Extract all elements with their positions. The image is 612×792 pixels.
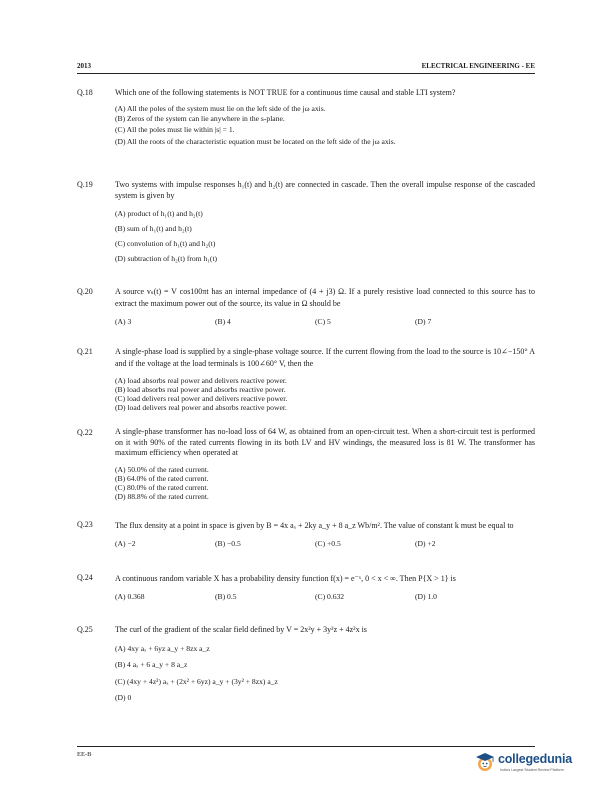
question-text: Two systems with impulse responses h₁(t) and h₂(t) are connected in cascade. Then the overall impulse response of the cascaded system is given by — [115, 180, 535, 200]
option-a: (A) −2 — [115, 539, 136, 548]
question-text: A single-phase transformer has no-load loss of 64 W, as obtained from an open-circuit test. When a short-circuit test is performed on it with 90% of the rated currents flowing in its both LV and HV windings, the measured loss is 81 W. The transformer has maximum efficiency when operated at — [115, 427, 535, 457]
question-25 — [77, 624, 535, 706]
question-text: The curl of the gradient of the scalar field defined by V = 2x²y + 3y²z + 4z²x is — [115, 625, 367, 634]
option-a: (A) 3 — [115, 317, 132, 326]
option-d: (D) All the roots of the characteristic equation must be located on the left side of the jω axis. — [115, 137, 396, 146]
question-text: The flux density at a point in space is given by B = 4x aₓ + 2ky a_y + 8 a_z Wb/m². The value of constant k must be equal to — [115, 521, 514, 530]
question-text: A single-phase load is supplied by a single-phase voltage source. If the current flowing from the load to the source is 10∠−150° A and if the voltage at the load terminals is 100∠60° V, then the — [115, 347, 535, 368]
option-a: (A) 50.0% of the rated current. — [115, 464, 209, 474]
question-23 — [77, 519, 535, 549]
graduation-cap-icon — [474, 751, 496, 773]
question-22 — [77, 427, 535, 501]
option-c: (C) 5 — [315, 317, 331, 326]
question-number: Q.23 — [77, 520, 93, 529]
collegedunia-logo — [474, 749, 573, 779]
option-b: (B) 64.0% of the rated current. — [115, 473, 209, 483]
option-c: (C) All the poles must lie within |s| = 1. — [115, 125, 235, 134]
option-c: (C) 0.632 — [315, 592, 345, 601]
option-a: (A) load absorbs real power and delivers reactive power. — [115, 376, 287, 385]
question-20 — [77, 286, 535, 327]
option-d: (D) load delivers real power and absorbs reactive power. — [115, 403, 287, 412]
logo-tagline: India's Largest Student Review Platform — [500, 768, 564, 772]
question-number: Q.19 — [77, 180, 93, 189]
header-rule — [77, 73, 535, 74]
option-b: (B) 4 — [215, 317, 231, 326]
header-subject: ELECTRICAL ENGINEERING - EE — [421, 62, 535, 70]
question-text: A source vₛ(t) = V cos100πt has an internal impedance of (4 + j3) Ω. If a purely resistive load connected to this source has to extract the maximum power out of the source, its value in Ω should be — [115, 287, 535, 308]
option-a: (A) 0.368 — [115, 592, 145, 601]
option-c: (C) load delivers real power and delivers reactive power. — [115, 394, 288, 403]
option-d: (D) 88.8% of the rated current. — [115, 491, 209, 501]
question-24 — [77, 572, 535, 602]
question-number: Q.20 — [77, 287, 93, 296]
footer-rule — [77, 746, 535, 747]
option-c: (C) 80.0% of the rated current. — [115, 482, 209, 492]
option-b: (B) −0.5 — [215, 539, 241, 548]
option-b: (B) load absorbs real power and absorbs reactive power. — [115, 385, 286, 394]
option-b: (B) Zeros of the system can lie anywhere in the s-plane. — [115, 114, 285, 123]
question-number: Q.25 — [77, 625, 93, 634]
question-number: Q.18 — [77, 88, 93, 97]
option-d: (D) 7 — [415, 317, 432, 326]
option-b: (B) 0.5 — [215, 592, 237, 601]
option-d: (D) 1.0 — [415, 592, 437, 601]
option-d: (D) subtraction of h₂(t) from h₁(t) — [115, 254, 218, 263]
option-a: (A) product of h₁(t) and h₂(t) — [115, 209, 203, 218]
logo-brand: collegedunia — [498, 752, 573, 766]
question-21 — [77, 346, 535, 412]
question-number: Q.24 — [77, 573, 93, 582]
option-c: (C) convolution of h₁(t) and h₂(t) — [115, 239, 216, 248]
option-c: (C) (4xy + 4z²) aₓ + (2x² + 6yz) a_y + (3y² + 8zx) a_z — [115, 677, 278, 686]
question-number: Q.21 — [77, 347, 93, 356]
option-d: (D) 0 — [115, 693, 132, 702]
header-year: 2013 — [77, 62, 91, 70]
option-a: (A) All the poles of the system must lie on the left side of the jω axis. — [115, 104, 326, 113]
question-number: Q.22 — [77, 428, 93, 437]
question-19 — [77, 179, 535, 266]
option-a: (A) 4xy aₓ + 6yz a_y + 8zx a_z — [115, 644, 210, 653]
question-text: Which one of the following statements is NOT TRUE for a continuous time causal and stable LTI system? — [115, 88, 456, 97]
option-b: (B) sum of h₁(t) and h₂(t) — [115, 224, 192, 233]
footer-code: EE-B — [77, 751, 92, 758]
option-d: (D) +2 — [415, 539, 436, 548]
question-text: A continuous random variable X has a probability density function f(x) = e⁻ˣ, 0 < x < ∞. Then P{X > 1} is — [115, 574, 456, 583]
question-18 — [77, 87, 535, 147]
option-c: (C) +0.5 — [315, 539, 341, 548]
option-b: (B) 4 aₓ + 6 a_y + 8 a_z — [115, 660, 188, 669]
